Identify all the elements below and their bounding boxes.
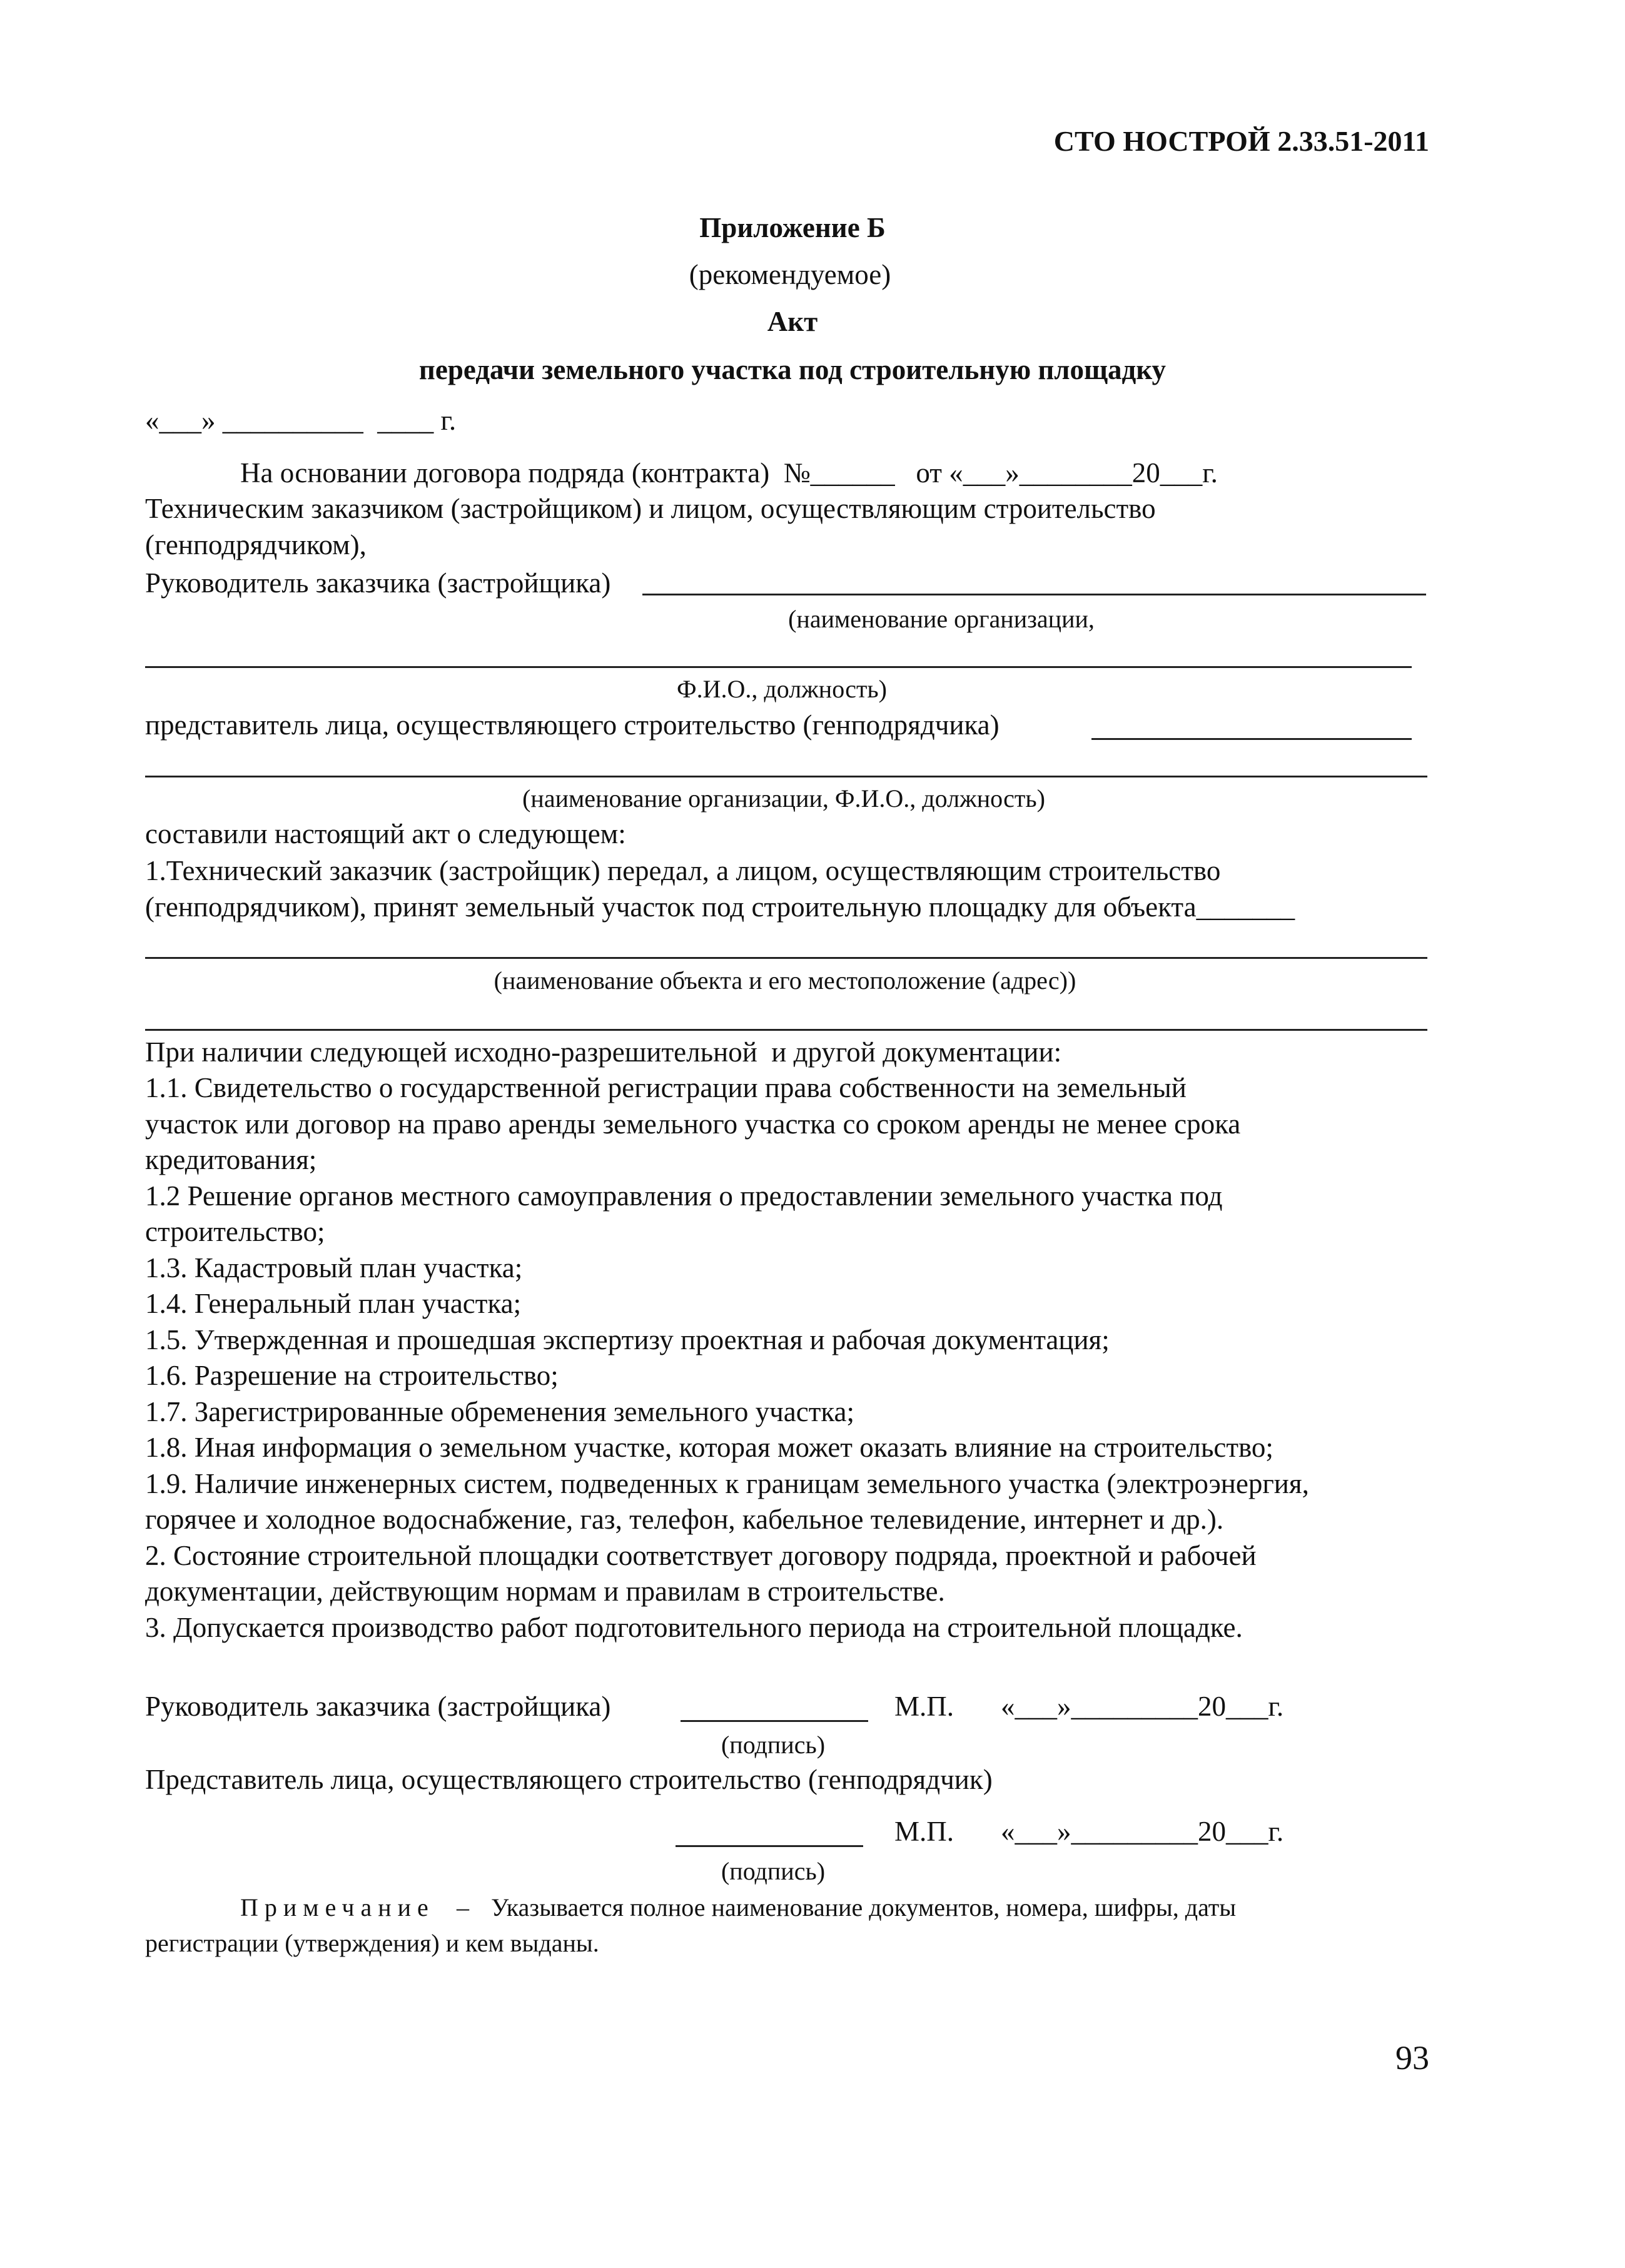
doc-list-line: 1.3. Кадастровый план участка; bbox=[145, 1252, 523, 1283]
page-number: 93 bbox=[1395, 2039, 1429, 2077]
body-line: Техническим заказчиком (застройщиком) и лицом, осуществляющим строительство bbox=[145, 493, 1156, 524]
act-subject: передачи земельного участка под строительную площадку bbox=[418, 354, 1167, 385]
note-text: Указывается полное наименование документов, номера, шифры, даты bbox=[491, 1893, 1237, 1921]
stamp-place: М.П. bbox=[894, 1691, 954, 1722]
body-line: составили настоящий акт о следующем: bbox=[145, 818, 626, 849]
doc-list-line: 1.8. Иная информация о земельном участке, которая может оказать влияние на строительство; bbox=[145, 1432, 1273, 1463]
signature-caption: (подпись) bbox=[721, 1731, 826, 1759]
note-dash: – bbox=[457, 1893, 469, 1921]
doc-list-line: горячее и холодное водоснабжение, газ, телефон, кабельное телевидение, интернет и др.). bbox=[145, 1504, 1224, 1535]
signature-caption: (подпись) bbox=[721, 1857, 826, 1885]
body-line: 1.Технический заказчик (застройщик) передал, а лицом, осуществляющим строительство bbox=[145, 855, 1221, 886]
note-text: регистрации (утверждения) и кем выданы. bbox=[145, 1929, 599, 1957]
signature-line bbox=[681, 1720, 868, 1722]
body-line: (генподрядчиком), bbox=[145, 529, 367, 560]
doc-list-line: 2. Состояние строительной площадки соответствует договору подряда, проектной и рабочей bbox=[145, 1540, 1257, 1571]
field-caption: (наименование организации, Ф.И.О., должность) bbox=[522, 784, 1045, 813]
appendix-title: Приложение Б bbox=[699, 212, 886, 243]
field-caption: Ф.И.О., должность) bbox=[677, 675, 887, 703]
standard-code: СТО НОСТРОЙ 2.33.51-2011 bbox=[1053, 125, 1429, 157]
fill-line bbox=[145, 1029, 1427, 1031]
contract-basis-line: На основании договора подряда (контракта) №______ от «___»________20___г. bbox=[240, 457, 1218, 489]
doc-list-line: 1.4. Генеральный план участка; bbox=[145, 1288, 522, 1319]
field-caption: (наименование организации, bbox=[788, 605, 1095, 633]
customer-head-signature-label: Руководитель заказчика (застройщика) bbox=[145, 1691, 611, 1722]
appendix-status: (рекомендуемое) bbox=[689, 259, 891, 290]
doc-list-line: 1.5. Утвержденная и прошедшая экспертизу проектная и рабочая документация; bbox=[145, 1324, 1110, 1355]
fill-line bbox=[145, 776, 1427, 777]
doc-list-line: участок или договор на право аренды земельного участка со сроком аренды не менее срока bbox=[145, 1108, 1241, 1140]
act-date-line: «___» __________ ____ г. bbox=[145, 405, 457, 436]
doc-list-line: 1.7. Зарегистрированные обременения земельного участка; bbox=[145, 1396, 855, 1427]
contractor-rep-label: представитель лица, осуществляющего строительство (генподрядчика) bbox=[145, 709, 1000, 741]
fill-line bbox=[1091, 738, 1412, 740]
field-caption: (наименование объекта и его местоположение (адрес)) bbox=[494, 966, 1076, 995]
customer-head-label: Руководитель заказчика (застройщика) bbox=[145, 567, 611, 599]
note-label: Примечание bbox=[240, 1893, 435, 1921]
signature-date: «___»_________20___г. bbox=[1001, 1816, 1284, 1847]
stamp-place: М.П. bbox=[894, 1816, 954, 1847]
doc-list-line: 1.9. Наличие инженерных систем, подведенных к границам земельного участка (электроэнергия, bbox=[145, 1468, 1309, 1499]
signature-date: «___»_________20___г. bbox=[1001, 1691, 1284, 1722]
body-line: (генподрядчиком), принят земельный участок под строительную площадку для объекта_______ bbox=[145, 891, 1295, 923]
doc-list-line: 1.1. Свидетельство о государственной регистрации права собственности на земельный bbox=[145, 1072, 1187, 1103]
doc-list-line: 3. Допускается производство работ подготовительного периода на строительной площадке. bbox=[145, 1612, 1243, 1643]
act-title: Акт bbox=[767, 306, 818, 337]
doc-list-line: 1.6. Разрешение на строительство; bbox=[145, 1360, 559, 1391]
doc-list-line: 1.2 Решение органов местного самоуправления о предоставлении земельного участка под bbox=[145, 1180, 1223, 1212]
doc-list-line: документации, действующим нормам и правилам в строительстве. bbox=[145, 1576, 945, 1607]
fill-line bbox=[642, 594, 1426, 595]
doc-list-line: строительство; bbox=[145, 1216, 325, 1247]
fill-line bbox=[145, 957, 1427, 959]
contractor-rep-signature-label: Представитель лица, осуществляющего строительство (генподрядчик) bbox=[145, 1764, 993, 1795]
doc-list-line: При наличии следующей исходно-разрешительной и другой документации: bbox=[145, 1036, 1062, 1068]
doc-list-line: кредитования; bbox=[145, 1144, 317, 1175]
fill-line bbox=[145, 666, 1412, 668]
signature-line bbox=[676, 1845, 863, 1847]
